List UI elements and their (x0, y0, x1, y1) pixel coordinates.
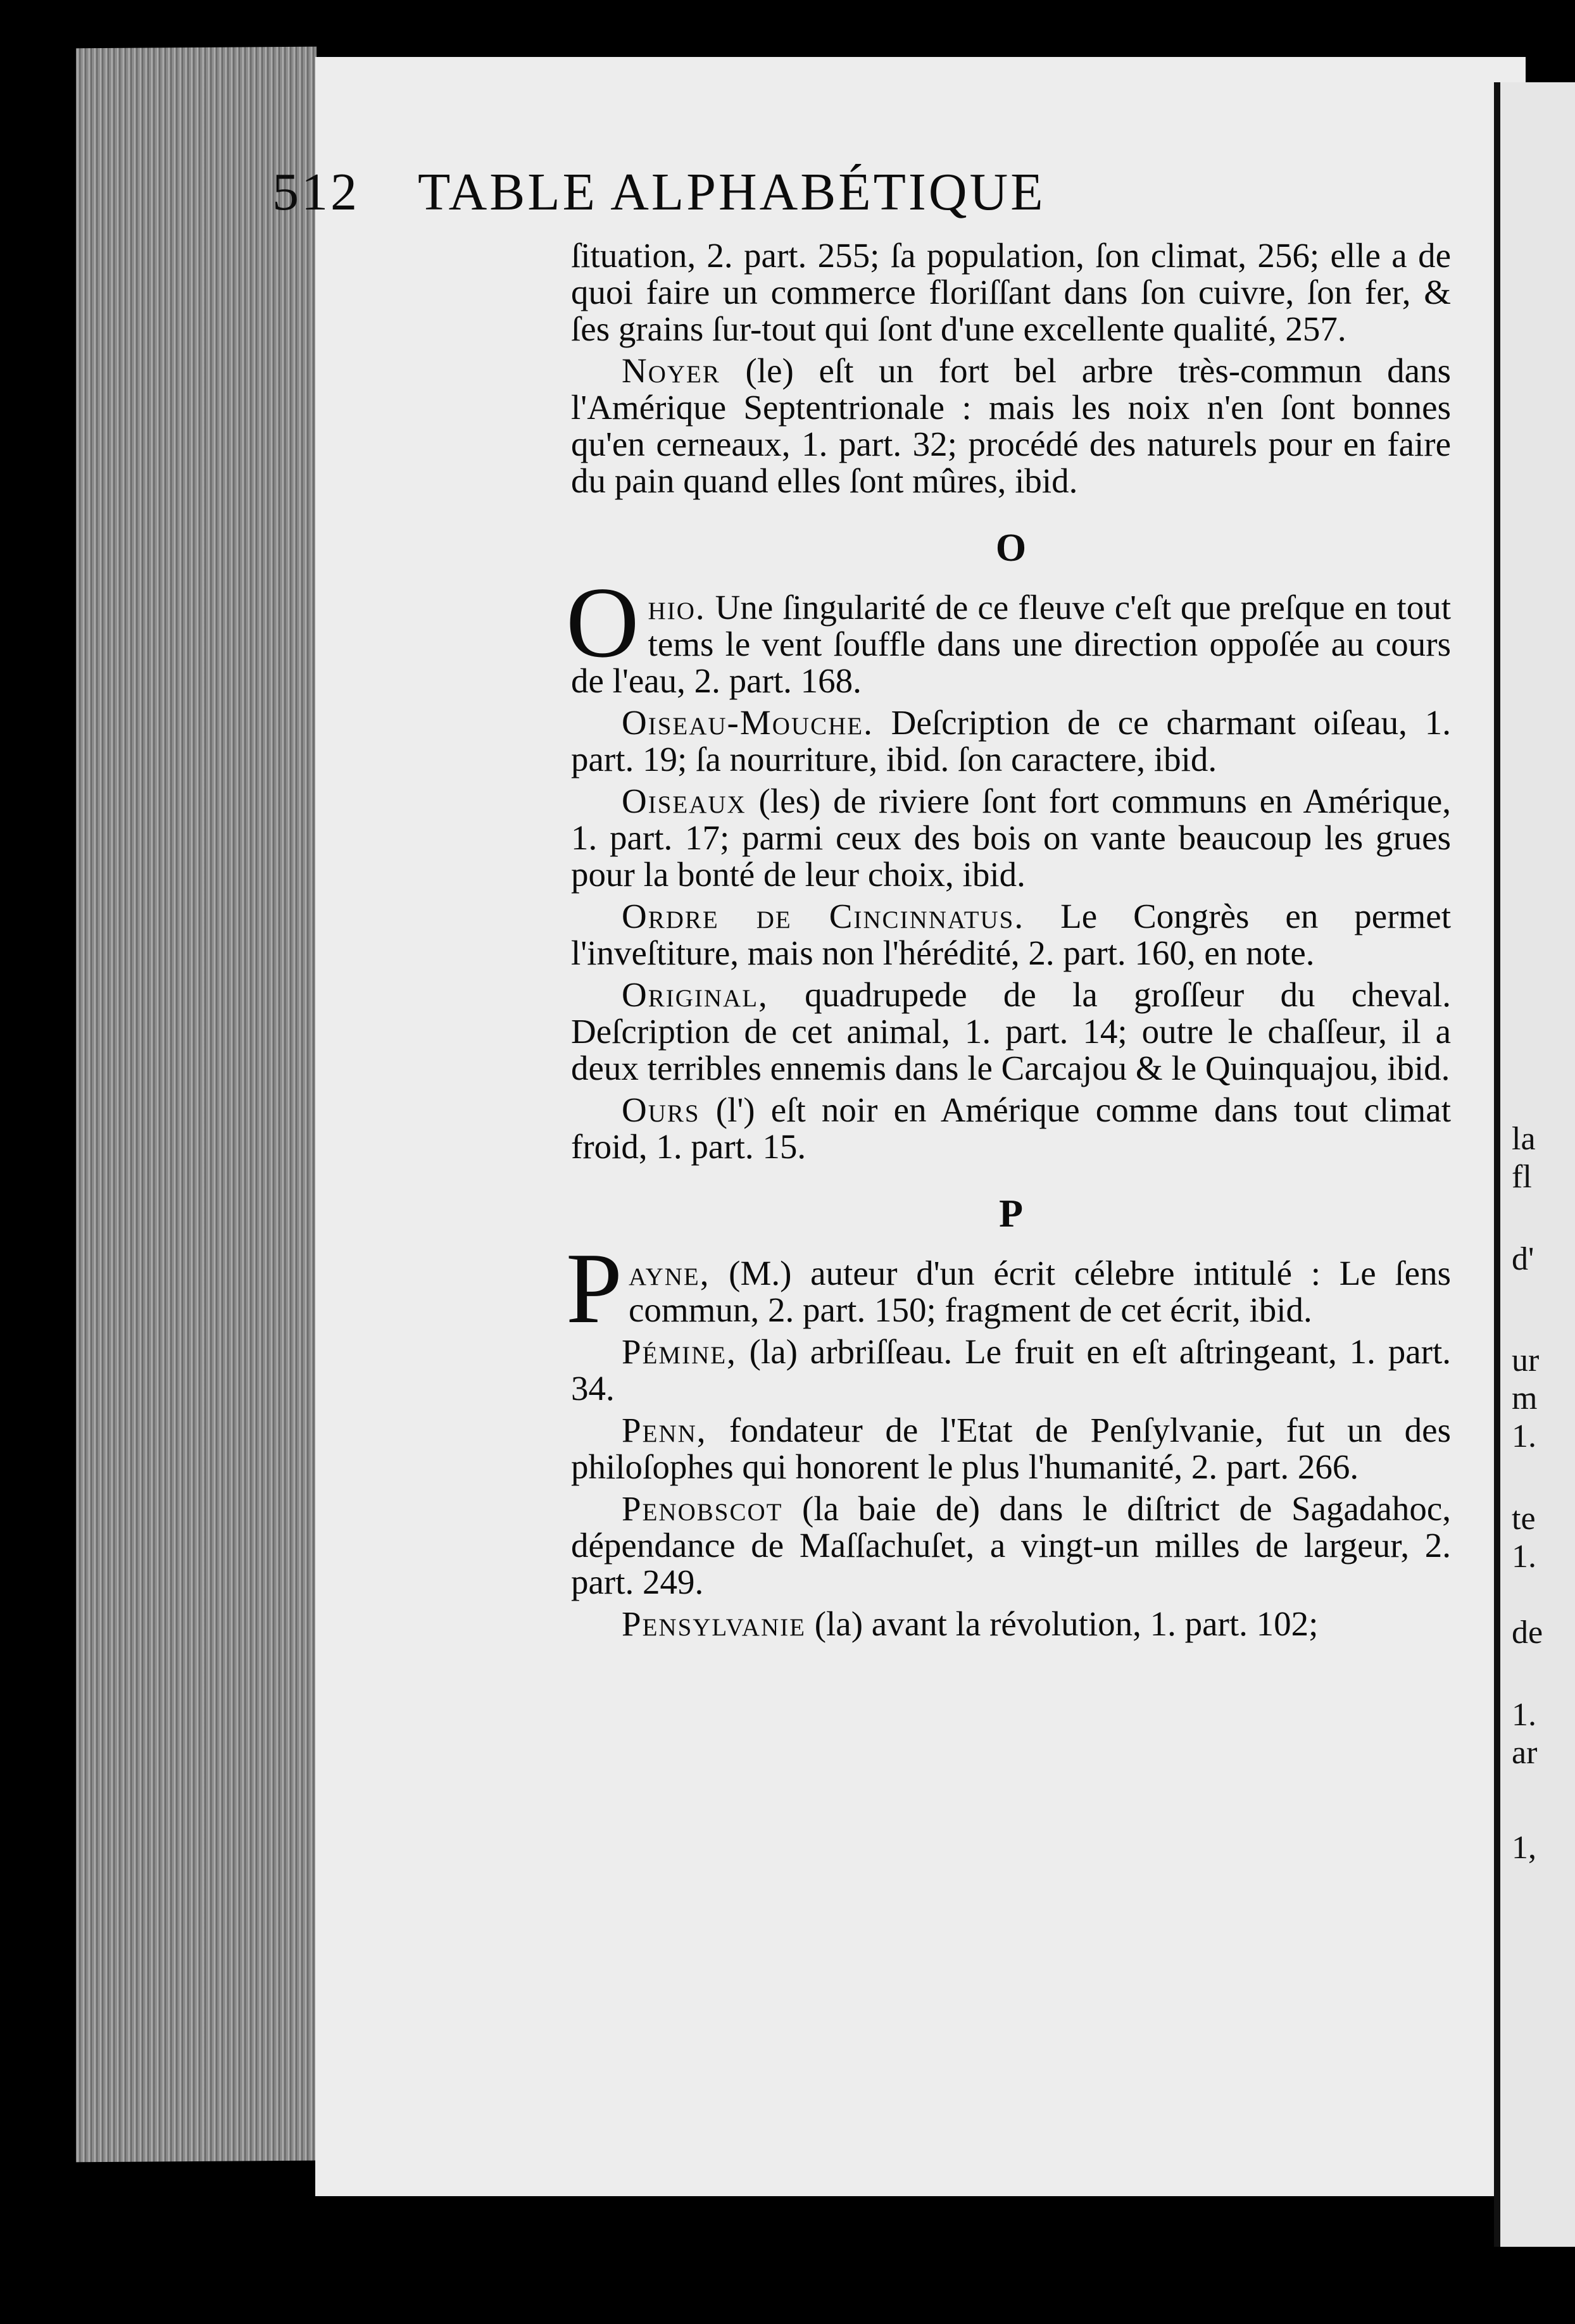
entry-heading: Pémine, (622, 1332, 737, 1371)
entry-continuation: ſituation, 2. part. 255; ſa population, ſon climat, 256; elle a de quoi faire un commerce floriſſant dans ſon cuivre, ſon fer, & ſes grains ſur-tout qui ſont d'une excellente qualité, 257. (571, 236, 1451, 348)
entry-ordre (571, 898, 1451, 971)
section-letter-o: O (995, 527, 1027, 570)
facing-text: 1, (1512, 1830, 1536, 1866)
facing-text: de (1512, 1615, 1543, 1651)
entry-heading: Noyer (622, 351, 720, 390)
entry-body: (la) arbriſſeau. Le fruit en eſt aſtringeant, 1. part. 34. (571, 1332, 1451, 1408)
entry-payne (566, 1232, 1451, 1344)
facing-text: 1. (1512, 1697, 1536, 1733)
entry-heading: Oiseaux (622, 782, 746, 820)
entry-body: (les) de riviere ſont fort communs en Amérique, 1. part. 17; parmi ceux des bois on vante beaucoup les grues pour la bonté de leur choix, ibid. (571, 782, 1451, 894)
entry-original (571, 977, 1451, 1087)
entry-heading: ayne, (628, 1254, 710, 1292)
entry-heading: Ours (622, 1090, 700, 1129)
section-letter-p: P (999, 1192, 1023, 1235)
entry-heading: Ordre de Cincinnatus. (622, 897, 1025, 935)
entry-oiseau-mouche (571, 704, 1451, 778)
entry-body: (la) avant la révolution, 1. part. 102; (805, 1604, 1319, 1643)
drop-cap: P (566, 1232, 622, 1344)
entry-body: quadrupede de la groſſeur du cheval. Deſcription de cet animal, 1. part. 14; outre le chaſſeur, il a deux terribles ennemis dans le Carcajou & le Quinquajou, ibid. (571, 975, 1451, 1087)
entry-body: Le Congrès en permet l'inveſtiture, mais non l'hérédité, 2. part. 160, en note. (571, 897, 1451, 972)
running-header (272, 161, 1348, 222)
entry-heading: hio. (648, 588, 706, 627)
entry-ours (571, 1092, 1451, 1165)
entry-pensylvanie (571, 1606, 1451, 1642)
entry-body: (le) eſt un fort bel arbre très-commun dans l'Amérique Septentrionale : mais les noix n'en ſont bonnes qu'en cerneaux, 1. part. 32; procédé des naturels pour en faire du pain quand elles ſont mûres, ibid. (571, 351, 1451, 500)
entry-ohio (566, 566, 1451, 700)
page-title: TABLE ALPHABÉTIQUE (418, 163, 1046, 222)
facing-text: la (1512, 1121, 1536, 1157)
entry-penn (571, 1412, 1451, 1485)
facing-text: d' (1512, 1241, 1534, 1277)
facing-text: ur (1512, 1342, 1540, 1378)
entry-body: (M.) auteur d'un écrit célebre intitulé : Le ſens commun, 2. part. 150; fragment de cet écrit, ibid. (628, 1254, 1451, 1329)
entry-penobscot (571, 1490, 1451, 1601)
entry-heading: Original, (622, 975, 769, 1014)
facing-text: te (1512, 1501, 1536, 1537)
book-edge (76, 47, 317, 2163)
entry-body: (l') eſt noir en Amérique comme dans tout climat froid, 1. part. 15. (571, 1090, 1451, 1166)
entry-oiseaux (571, 783, 1451, 893)
facing-text: 1. (1512, 1539, 1536, 1575)
entry-body: (la baie de) dans le diſtrict de Sagadahoc, dépendance de Maſſachuſet, a vingt-un milles de largeur, 2. part. 249. (571, 1489, 1451, 1601)
facing-text: fl (1512, 1159, 1532, 1195)
facing-page-fragment (1494, 82, 1575, 2247)
entry-heading: Penobscot (622, 1489, 783, 1528)
entry-heading: Pensylvanie (622, 1604, 806, 1643)
facing-text: ar (1512, 1735, 1538, 1771)
entry-heading: Oiseau-Mouche. (622, 703, 874, 742)
facing-text: 1. (1512, 1418, 1536, 1454)
entry-heading: Penn, (622, 1411, 707, 1449)
entry-pemine (571, 1334, 1451, 1407)
index-text (566, 236, 1451, 1647)
entry-body: Deſcription de ce charmant oiſeau, 1. part. 19; ſa nourriture, ibid. ſon caractere, ibid. (571, 703, 1451, 778)
entry-body: fondateur de l'Etat de Penſylvanie, fut un des philoſophes qui honorent le plus l'humanité, 2. part. 266. (571, 1411, 1451, 1486)
entry-noyer (571, 353, 1451, 499)
page-number: 512 (272, 163, 360, 222)
entry-body: Une ſingularité de ce fleuve c'eſt que preſque en tout tems le vent ſouffle dans une direction oppoſée au cours de l'eau, 2. part. 168. (571, 588, 1451, 700)
drop-cap: O (566, 566, 639, 678)
facing-text: m (1512, 1380, 1538, 1416)
